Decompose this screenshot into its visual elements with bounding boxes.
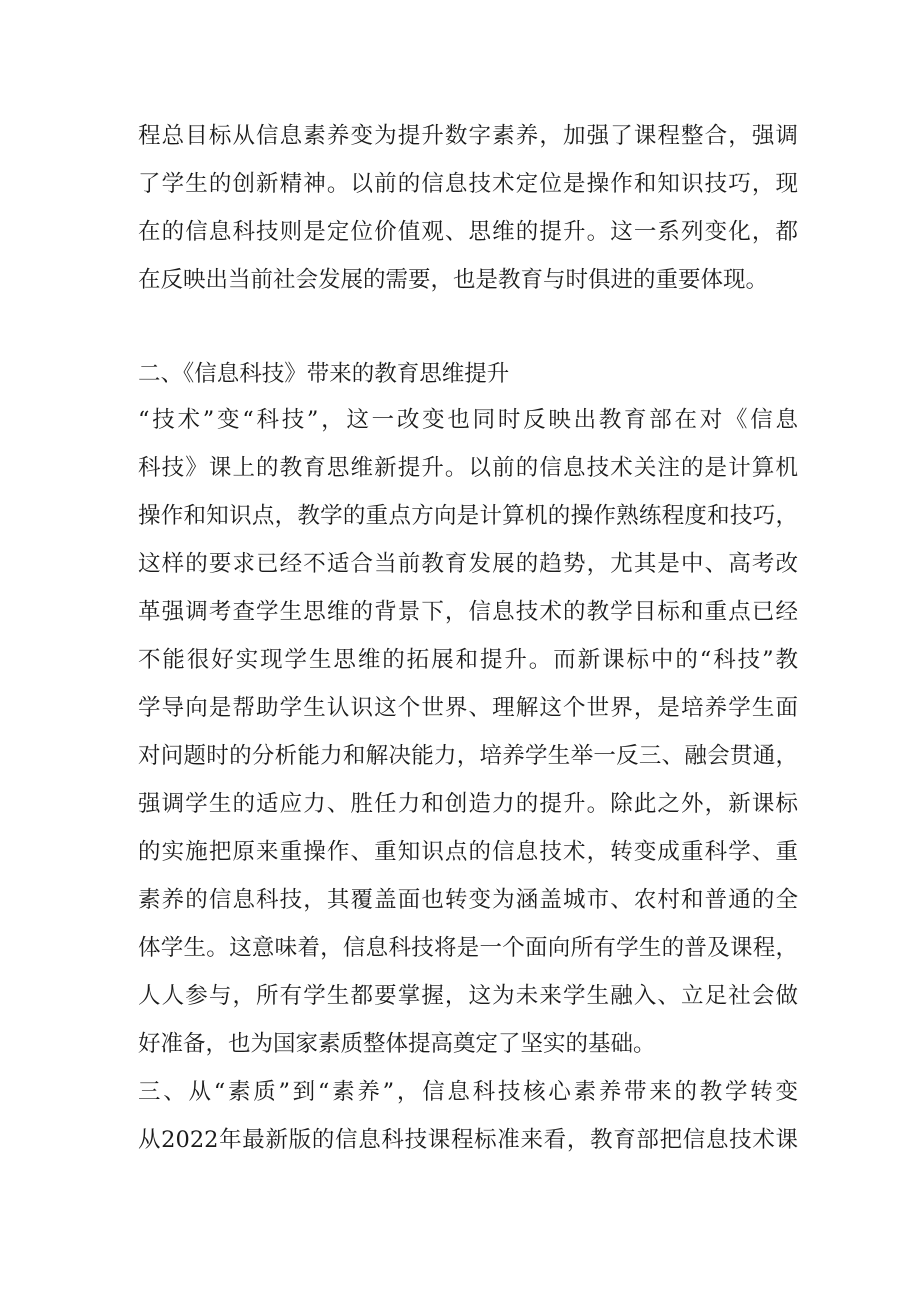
section-heading-2: 二、《信息科技》带来的教育思维提升 <box>138 361 510 387</box>
paragraph-2-line-3: 操作和知识点，教学的重点方向是计算机的操作熟练程度和技巧， <box>138 503 798 529</box>
paragraph-2-line-7: 学导向是帮助学生认识这个世界、理解这个世界，是培养学生面 <box>138 695 798 721</box>
paragraph-2-line-12: 体学生。这意味着，信息科技将是一个面向所有学生的普及课程， <box>138 935 798 961</box>
paragraph-2-line-10: 的实施把原来重操作、重知识点的信息技术，转变成重科学、重 <box>138 839 798 865</box>
paragraph-1-line-3: 在的信息科技则是定位价值观、思维的提升。这一系列变化，都 <box>138 219 798 245</box>
paragraph-2-line-9: 强调学生的适应力、胜任力和创造力的提升。除此之外，新课标 <box>138 791 798 817</box>
paragraph-1-line-4: 在反映出当前社会发展的需要，也是教育与时俱进的重要体现。 <box>138 267 769 293</box>
paragraph-2-line-1: “技术”变“科技”，这一改变也同时反映出教育部在对《信息 <box>138 407 798 433</box>
paragraph-2-line-2: 科技》课上的教育思维新提升。以前的信息技术关注的是计算机 <box>138 455 798 481</box>
section-heading-3: 三、从“素质”到“素养”，信息科技核心素养带来的教学转变 <box>138 1079 798 1105</box>
paragraph-2-line-4: 这样的要求已经不适合当前教育发展的趋势，尤其是中、高考改 <box>138 551 798 577</box>
paragraph-1-line-2: 了学生的创新精神。以前的信息技术定位是操作和知识技巧，现 <box>138 171 798 197</box>
paragraph-2-line-8: 对问题时的分析能力和解决能力，培养学生举一反三、融会贯通， <box>138 743 798 769</box>
paragraph-2-line-11: 素养的信息科技，其覆盖面也转变为涵盖城市、农村和普通的全 <box>138 887 798 913</box>
paragraph-3-line-1: 从2022年最新版的信息科技课程标准来看，教育部把信息技术课 <box>138 1127 798 1153</box>
paragraph-1-line-1: 程总目标从信息素养变为提升数字素养，加强了课程整合，强调 <box>138 123 798 149</box>
paragraph-2-line-5: 革强调考查学生思维的背景下，信息技术的教学目标和重点已经 <box>138 599 798 625</box>
paragraph-2-line-6: 不能很好实现学生思维的拓展和提升。而新课标中的“科技”教 <box>138 647 798 673</box>
paragraph-2-line-13: 人人参与，所有学生都要掌握，这为未来学生融入、立足社会做 <box>138 983 798 1009</box>
paragraph-2-line-14: 好准备，也为国家素质整体提高奠定了坚实的基础。 <box>138 1031 656 1057</box>
